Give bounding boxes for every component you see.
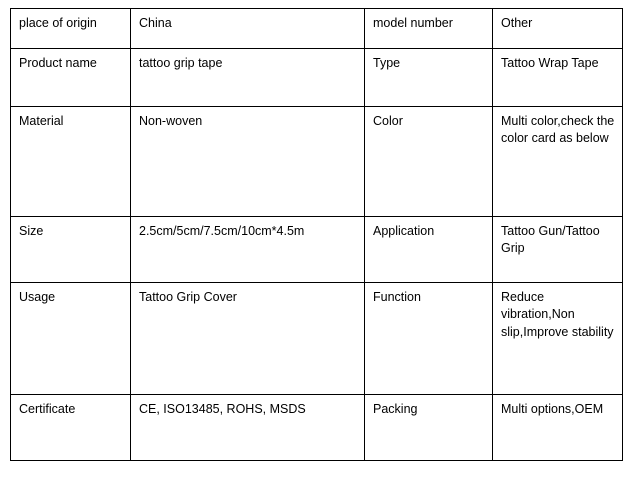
table-row (11, 395, 623, 461)
row-value-right: Other (493, 9, 623, 49)
row-value-right: Multi options,OEM (493, 395, 623, 461)
row-value-right: Tattoo Gun/Tattoo Grip (493, 217, 623, 283)
row-label-right: model number (365, 9, 493, 49)
row-label-left: Material (11, 107, 131, 217)
row-label-left: Usage (11, 283, 131, 395)
row-value-left: CE, ISO13485, ROHS, MSDS (131, 395, 365, 461)
table-row (11, 9, 623, 49)
row-label-left: Size (11, 217, 131, 283)
row-label-right: Application (365, 217, 493, 283)
row-label-right: Function (365, 283, 493, 395)
table-row (11, 49, 623, 107)
row-label-left: Certificate (11, 395, 131, 461)
specification-table (10, 8, 623, 461)
specification-table-body (11, 9, 623, 461)
row-value-left: China (131, 9, 365, 49)
row-label-right: Color (365, 107, 493, 217)
row-value-left: Non-woven (131, 107, 365, 217)
row-label-right: Type (365, 49, 493, 107)
row-value-right: Tattoo Wrap Tape (493, 49, 623, 107)
table-row (11, 107, 623, 217)
row-label-left: place of origin (11, 9, 131, 49)
table-row (11, 283, 623, 395)
row-value-left: 2.5cm/5cm/7.5cm/10cm*4.5m (131, 217, 365, 283)
row-value-right: Multi color,check the color card as below (493, 107, 623, 217)
row-value-left: tattoo grip tape (131, 49, 365, 107)
row-label-right: Packing (365, 395, 493, 461)
row-value-left: Tattoo Grip Cover (131, 283, 365, 395)
row-label-left: Product name (11, 49, 131, 107)
row-value-right: Reduce vibration,Non slip,Improve stability (493, 283, 623, 395)
table-row (11, 217, 623, 283)
